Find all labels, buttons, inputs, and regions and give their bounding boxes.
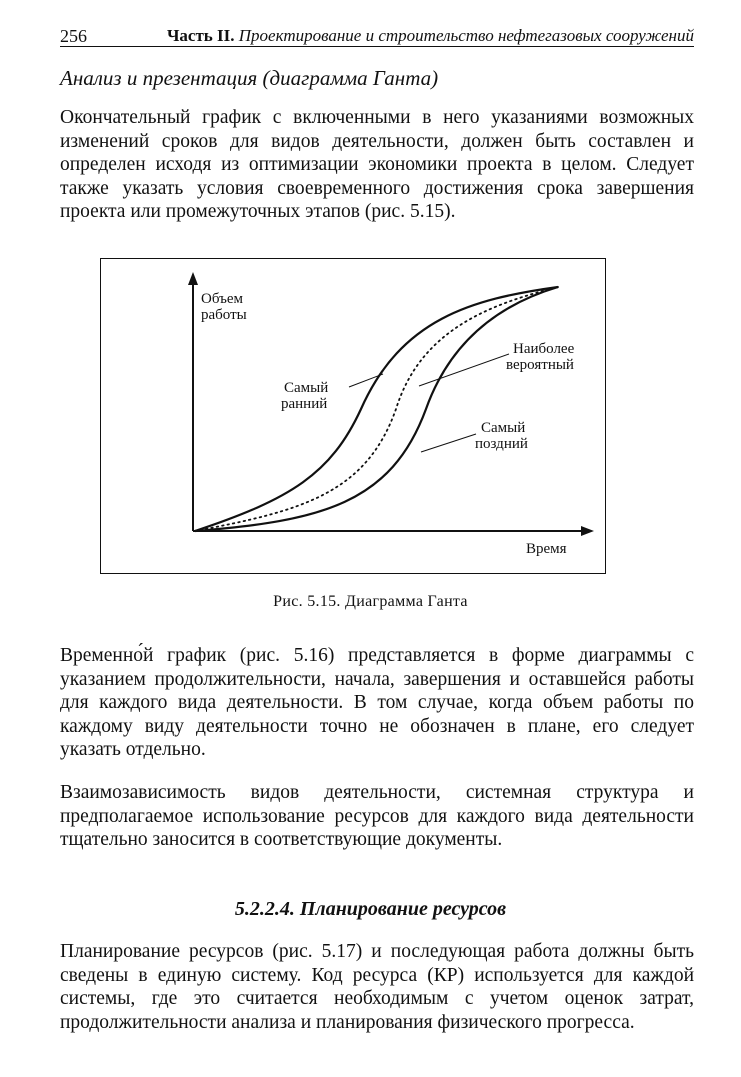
x-axis-label: Время [526,541,567,557]
y-axis-label-line1: Объем [201,291,243,307]
gantt-s-curve-figure [101,259,604,572]
label-earliest-line2: ранний [281,396,328,412]
label-likely-line1: Наиболее [513,341,575,357]
label-latest-line1: Самый [481,420,526,436]
part-label: Часть II. [166,26,235,45]
section-title: Анализ и презентация (диаграмма Ганта) [60,66,439,90]
paragraph-2: Временно́й график (рис. 5.16) представляется в форме диаграммы с указанием продолжительности, начала, завершения и оставшейся работы для каждого вида деятельности. В том случае, когда объем работы по каждому виду деятельности точно не обозначен в плане, его следует указать отдельно. [60,645,694,760]
most-likely-curve [195,287,558,531]
label-earliest-line1: Самый [284,380,329,396]
paragraph-4: Планирование ресурсов (рис. 5.17) и последующая работа должны быть сведены в единую систему. Код ресурса (КР) используется для каждой системы, где это считается необходимым с учетом оценок затрат, продолжительности анализа и планирования физического прогресса. [60,941,694,1033]
part-title: Проектирование и строительство нефтегазовых сооружений [238,26,694,45]
leader-latest [421,434,476,452]
running-head-title [167,26,694,46]
figure-caption: Рис. 5.15. Диаграмма Ганта [273,593,468,610]
paragraph-3: Взаимозависимость видов деятельности, системная структура и предполагаемое использование ресурсов для каждого вида деятельности тщательно заносится в соответствующие документы. [60,782,694,850]
label-likely-line2: вероятный [506,357,574,373]
running-header [60,24,694,47]
y-axis-label-line2: работы [201,307,247,323]
latest-curve [195,287,558,531]
earliest-curve [195,287,558,531]
leader-earliest [349,374,383,387]
label-latest-line2: поздний [475,436,528,452]
figure-frame [100,258,606,574]
page-number: 256 [60,26,87,46]
leader-likely [419,354,509,386]
y-axis-arrow [188,272,198,285]
subsection-title: 5.2.2.4. Планирование ресурсов [234,898,507,920]
x-axis-arrow [581,526,594,536]
paragraph-1: Окончательный график с включенными в него указаниями возможных изменений сроков для видов деятельности, должен быть составлен и определен исходя из оптимизации экономики проекта в целом. Следует также указать условия своевременного достижения срока завершения проекта или промежуточных этапов (рис. 5.15). [60,107,694,222]
